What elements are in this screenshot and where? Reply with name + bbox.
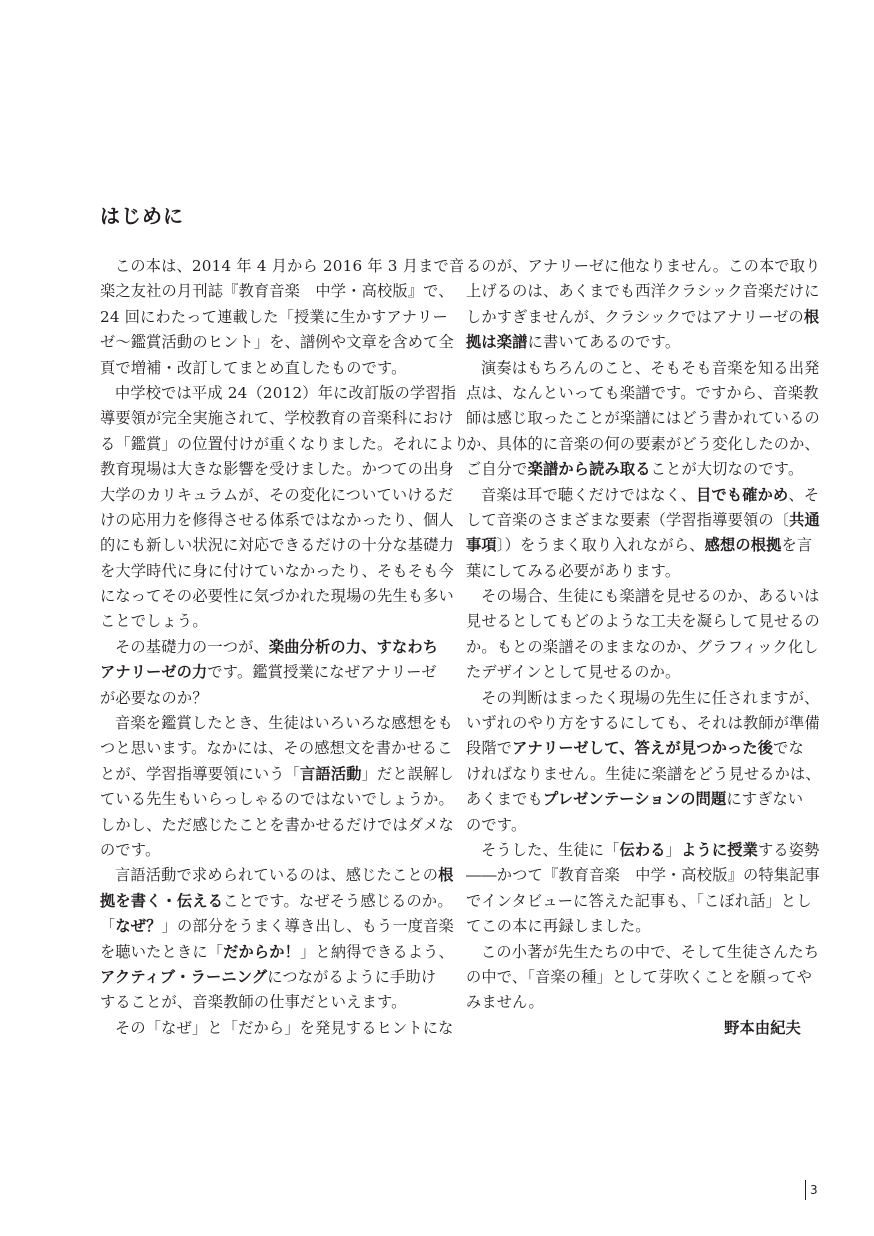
body-text: にすぎない bbox=[726, 790, 804, 809]
body-text: ご自分で bbox=[466, 460, 528, 479]
body-text: ことが大切なのです。 bbox=[650, 460, 804, 479]
body-text: 的にも新しい状況に対応できるだけの十分な基礎力 bbox=[100, 536, 454, 555]
body-text: 」の部分をうまく導き出し、もう一度音楽 bbox=[161, 917, 454, 936]
left-column-line bbox=[100, 330, 454, 355]
left-column-line bbox=[100, 432, 485, 457]
left-column-line bbox=[100, 381, 457, 406]
body-text: けの応用力を修得させる体系ではなかったり、個人 bbox=[100, 510, 454, 529]
page-heading: はじめに bbox=[100, 204, 184, 228]
left-column-line bbox=[100, 711, 453, 736]
left-column-line bbox=[100, 559, 454, 584]
left-column-line bbox=[100, 686, 435, 711]
left-column-line bbox=[100, 990, 435, 1015]
body-text: につながるように手助け bbox=[267, 967, 437, 986]
left-column-line bbox=[100, 508, 454, 533]
body-text: その「なぜ」と「だから」を発見するヒントにな bbox=[115, 1018, 454, 1037]
left-column-line bbox=[100, 863, 454, 888]
body-text: か。もとの楽譜そのままなのか、グラフィック化し bbox=[466, 637, 819, 656]
left-column-line bbox=[100, 736, 453, 761]
left-column-line bbox=[100, 457, 454, 482]
right-column-line bbox=[466, 635, 819, 660]
left-column-line bbox=[100, 533, 454, 558]
body-text: ければなりません。生徒に楽譜をどう見せるかは、 bbox=[466, 764, 821, 783]
left-column-line bbox=[100, 889, 453, 914]
right-column-line bbox=[466, 483, 820, 508]
right-column-line bbox=[466, 762, 821, 787]
body-text: する姿勢 bbox=[758, 840, 820, 859]
emphasis-text: 拠を書く・伝える bbox=[100, 891, 224, 910]
body-text: 言語活動で求められているのは、感じたことの bbox=[115, 866, 439, 885]
body-text: 教育現場は大きな影響を受けました。かつての出身 bbox=[100, 460, 454, 479]
right-column-line bbox=[466, 787, 804, 812]
body-text: その場合、生徒にも楽譜を見せるのか、あるいは bbox=[481, 587, 820, 606]
right-column-line bbox=[466, 914, 801, 939]
left-column-line bbox=[100, 279, 454, 304]
right-column-line bbox=[466, 813, 801, 838]
body-text: になってその必要性に気づかれた現場の先生も多い bbox=[100, 587, 454, 606]
body-text: に書いてあるのです。 bbox=[527, 333, 681, 352]
body-text: 上げるのは、あくまでも西洋クラシック音楽だけに bbox=[466, 282, 820, 301]
body-text: 頁で増補・改訂してまとめ直したものです。 bbox=[100, 358, 407, 377]
emphasis-text: なぜ？ bbox=[115, 917, 162, 936]
right-column-line bbox=[466, 254, 821, 279]
left-column-line bbox=[100, 305, 448, 330]
left-column-line bbox=[100, 762, 454, 787]
left-column-line bbox=[100, 609, 435, 634]
right-column-line bbox=[466, 457, 804, 482]
body-text: つと思います。なかには、その感想文を書かせるこ bbox=[100, 739, 453, 758]
body-text: ことです。なぜそう感じるのか。 bbox=[223, 891, 453, 910]
body-text: ことでしょう。 bbox=[100, 612, 208, 631]
right-column-line bbox=[466, 711, 820, 736]
right-column-line bbox=[466, 686, 820, 711]
body-text: 」だと誤解し bbox=[361, 764, 454, 783]
emphasis-text: 楽曲分析の力、すなわち bbox=[268, 637, 439, 656]
left-column-line bbox=[100, 787, 454, 812]
body-text: この小著が先生たちの中で、そして生徒さんたち bbox=[481, 942, 820, 961]
emphasis-text: アクティブ・ラーニング bbox=[100, 967, 268, 986]
left-column-line bbox=[100, 1016, 454, 1041]
emphasis-text: 根 bbox=[438, 866, 454, 885]
body-text: 大学のカリキュラムが、その変化についていけるだ bbox=[100, 485, 454, 504]
emphasis-text: プレゼンテーションの問題 bbox=[542, 790, 727, 809]
right-column-line bbox=[466, 838, 820, 863]
right-column-line bbox=[466, 990, 801, 1015]
right-column-line bbox=[466, 965, 813, 990]
body-text: みません。 bbox=[466, 993, 544, 1012]
right-column-line bbox=[466, 863, 820, 888]
body-text: ゼ～鑑賞活動のヒント」を、譜例や文章を含めて全 bbox=[100, 333, 454, 352]
emphasis-text: 共通 bbox=[789, 510, 820, 529]
left-column-line bbox=[100, 940, 454, 965]
right-column-line bbox=[466, 508, 820, 533]
body-text: 「 bbox=[100, 917, 116, 936]
body-text: ている先生もいらっしゃるのではないでしょうか。 bbox=[100, 790, 454, 809]
body-text: てこの本に再録しました。 bbox=[466, 917, 651, 936]
left-column-line bbox=[100, 406, 454, 431]
right-column-line bbox=[466, 660, 801, 685]
left-column-line bbox=[100, 254, 465, 279]
body-text: その基礎力の一つが、 bbox=[115, 637, 269, 656]
emphasis-text: 伝わる bbox=[619, 840, 666, 859]
left-column-line bbox=[100, 838, 435, 863]
right-column bbox=[466, 254, 821, 1041]
body-text: そうした、生徒に「 bbox=[481, 840, 620, 859]
left-column-line bbox=[100, 635, 439, 660]
body-text: ――かつて『教育音楽 中学・高校版』の特集記事 bbox=[466, 866, 820, 885]
right-column-line bbox=[466, 381, 819, 406]
emphasis-text: だからか！ bbox=[223, 942, 301, 961]
emphasis-text: 感想の根拠 bbox=[704, 536, 782, 555]
right-column-line bbox=[466, 533, 813, 558]
right-column-line bbox=[466, 356, 820, 381]
right-column-line bbox=[466, 584, 820, 609]
body-text: です。鑑賞授業になぜアナリーゼ bbox=[207, 663, 437, 682]
emphasis-text: 楽譜から読み取る bbox=[527, 460, 651, 479]
emphasis-text: 事項 bbox=[466, 536, 497, 555]
body-text: して音楽のさまざまな要素（学習指導要領の〔 bbox=[466, 510, 790, 529]
body-text: 点は、なんといっても楽譜です。ですから、音楽教 bbox=[466, 383, 819, 402]
body-text: 〕）をうまく取り入れながら、 bbox=[496, 536, 705, 555]
body-text: が必要なのか？ bbox=[100, 688, 208, 707]
page-number: 3 bbox=[805, 1180, 818, 1200]
body-text: 音楽を鑑賞したとき、生徒はいろいろな感想をも bbox=[115, 714, 453, 733]
right-column-line bbox=[466, 889, 812, 914]
body-text: しかすぎませんが、クラシックではアナリーゼの bbox=[466, 307, 804, 326]
left-column-line bbox=[100, 660, 435, 685]
body-text: 見せるとしてもどのような工夫を凝らして見せるの bbox=[466, 612, 820, 631]
emphasis-text: 目でも確かめ bbox=[696, 485, 789, 504]
body-text: を言 bbox=[781, 536, 813, 555]
emphasis-text: 拠は楽譜 bbox=[466, 333, 528, 352]
right-column-line bbox=[466, 305, 820, 330]
body-text: 段階で bbox=[466, 739, 513, 758]
body-text: いずれのやり方をするにしても、それは教師が準備 bbox=[466, 714, 820, 733]
emphasis-text: 野本由紀夫 bbox=[724, 1018, 801, 1037]
body-text: たデザインとして見せるのか。 bbox=[466, 663, 681, 682]
body-text: 師は感じ取ったことが楽譜にはどう書かれているの bbox=[466, 409, 820, 428]
body-text: でな bbox=[773, 739, 804, 758]
body-text: を大学時代に身に付けていなかったり、そもそも今 bbox=[100, 561, 454, 580]
body-text: を聴いたときに「 bbox=[100, 942, 224, 961]
body-text: 、そ bbox=[788, 485, 820, 504]
body-text: 音楽は耳で聴くだけではなく、 bbox=[481, 485, 697, 504]
body-text: 中学校では平成 24（2012）年に改訂版の学習指 bbox=[115, 383, 457, 402]
body-text: この本は、2014 年 4 月から 2016 年 3 月まで音 bbox=[115, 257, 465, 275]
left-column-line bbox=[100, 483, 454, 508]
body-text: あくまでも bbox=[466, 790, 543, 809]
body-text: 葉にしてみる必要があります。 bbox=[466, 561, 681, 580]
body-text: 演奏はもちろんのこと、そもそも音楽を知る出発 bbox=[481, 358, 820, 377]
left-column-line bbox=[100, 356, 435, 381]
body-text: るのが、アナリーゼに他なりません。この本で取り bbox=[466, 257, 821, 275]
emphasis-text: 根 bbox=[803, 307, 820, 326]
right-column-line bbox=[466, 559, 801, 584]
body-text: することが、音楽教師の仕事だといえます。 bbox=[100, 993, 407, 1012]
emphasis-text: アナリーゼして、答えが見つかった後 bbox=[512, 739, 774, 758]
right-column-line bbox=[466, 279, 820, 304]
right-column-line bbox=[466, 940, 820, 965]
right-column-line bbox=[466, 330, 801, 355]
body-text: のです。 bbox=[100, 840, 161, 859]
right-column-line bbox=[466, 432, 820, 457]
right-column-line bbox=[466, 736, 804, 761]
body-text: か、具体的に音楽の何の要素がどう変化したのか、 bbox=[466, 434, 820, 453]
body-text: る「鑑賞」の位置付けが重くなりました。それにより、 bbox=[100, 434, 485, 453]
emphasis-text: アナリーゼの力 bbox=[100, 663, 208, 682]
left-column-line bbox=[100, 914, 454, 939]
left-column-line bbox=[100, 584, 454, 609]
right-column-line bbox=[466, 1016, 801, 1041]
right-column-line bbox=[466, 609, 820, 634]
left-column-line bbox=[100, 965, 435, 990]
emphasis-text: ように授業 bbox=[681, 840, 758, 859]
body-text: 導要領が完全実施されて、学校教育の音楽科におけ bbox=[100, 409, 454, 428]
body-text: 楽之友社の月刊誌『教育音楽 中学・高校版』で、 bbox=[100, 282, 454, 301]
body-text: その判断はまったく現場の先生に任されますが、 bbox=[481, 688, 820, 707]
body-text: でインタビューに答えた記事も、「こぼれ話」とし bbox=[466, 891, 812, 910]
left-column-line bbox=[100, 813, 454, 838]
body-text: の中で、「音楽の種」として芽吹くことを願ってや bbox=[466, 967, 813, 986]
body-text: しかし、ただ感じたことを書かせるだけではダメな bbox=[100, 815, 454, 834]
emphasis-text: 言語活動 bbox=[300, 764, 362, 783]
body-text: 」と納得できるよう、 bbox=[300, 942, 454, 961]
body-text: 」 bbox=[665, 840, 682, 859]
body-text: 24 回にわたって連載した「授業に生かすアナリー bbox=[100, 307, 448, 326]
right-column-line bbox=[466, 406, 820, 431]
body-text: のです。 bbox=[466, 815, 527, 834]
body-text: とが、学習指導要領にいう「 bbox=[100, 764, 301, 783]
